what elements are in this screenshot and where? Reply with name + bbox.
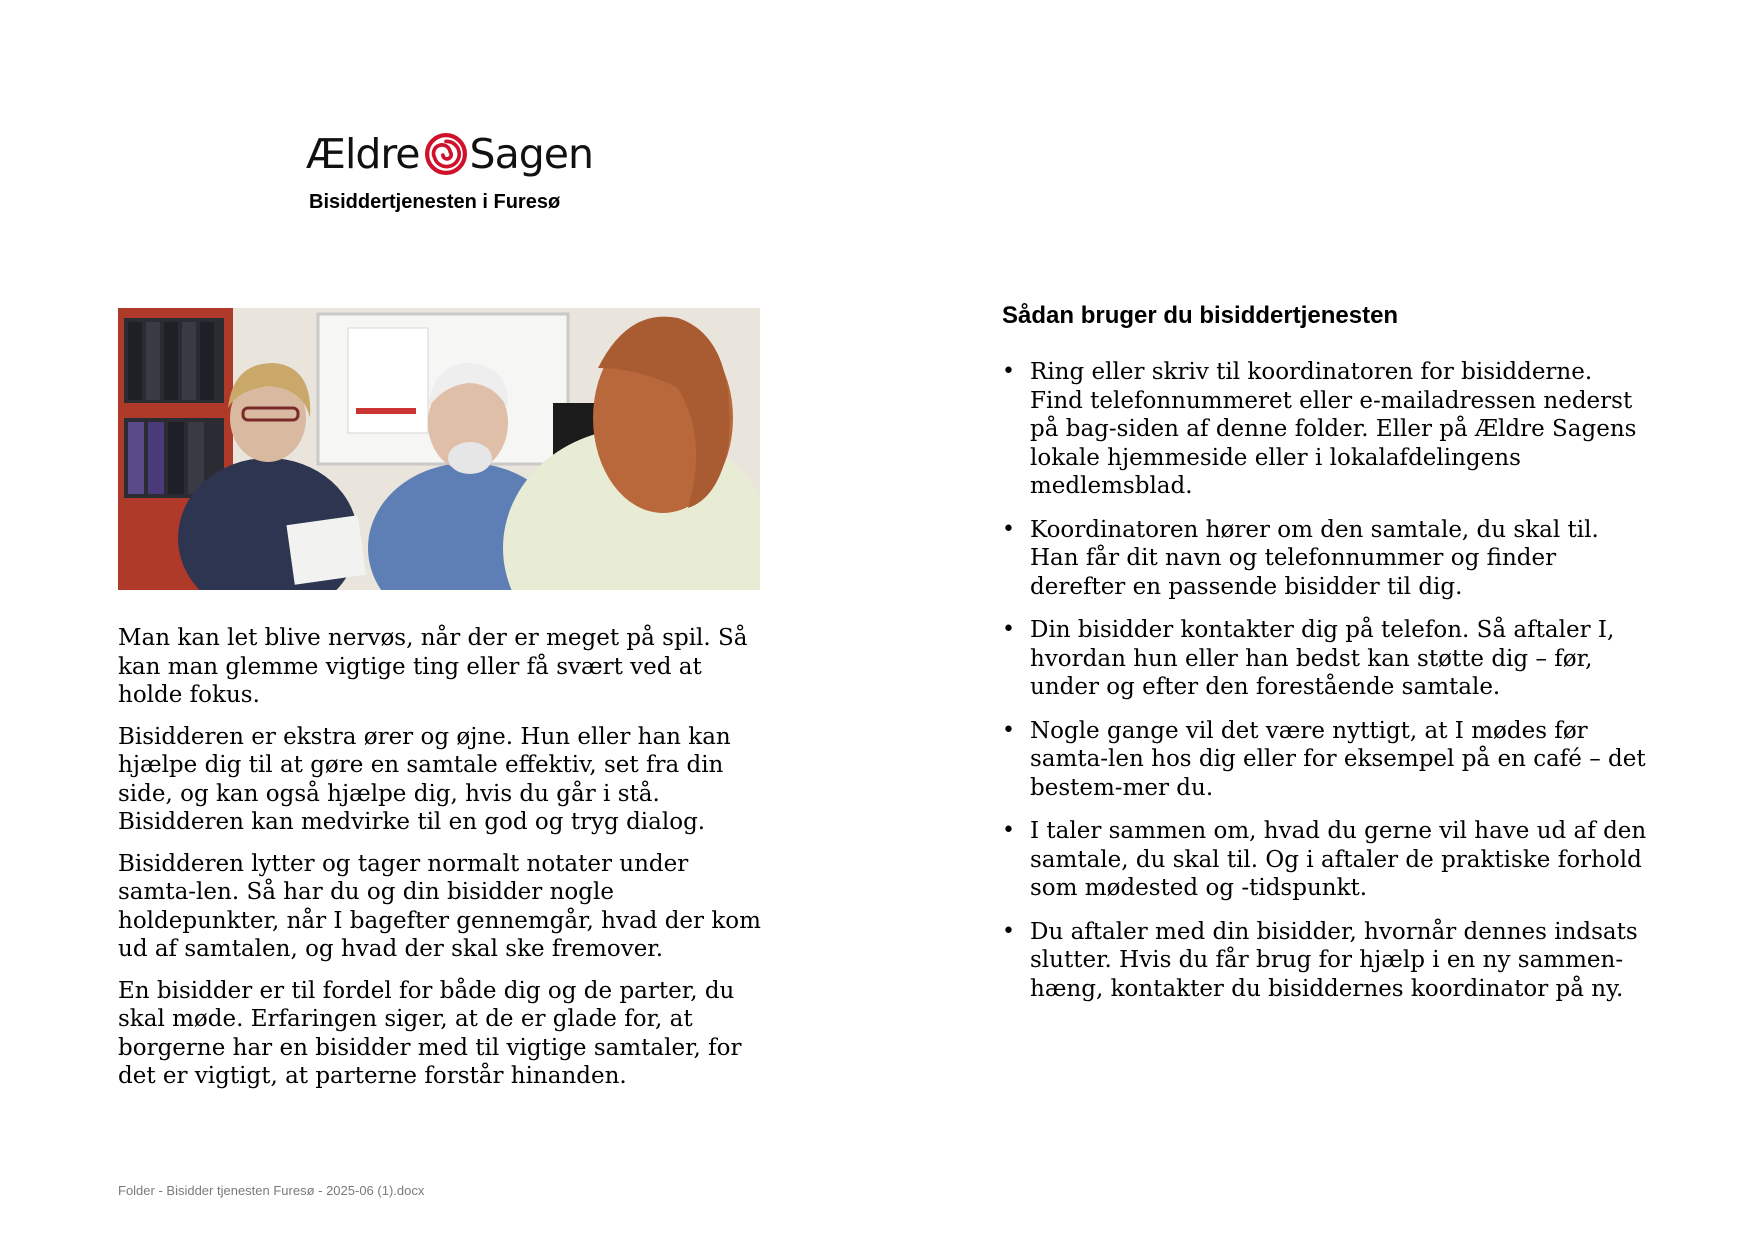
intro-paragraph: Bisidderen er ekstra ører og øjne. Hun eller han kan hjælpe dig til at gøre en samtale effektiv, set fra din side, og kan også hjælpe dig, hvis du går i stå. Bisidderen kan medvirke til en god og tryg dialog.: [118, 723, 731, 835]
list-item: [1002, 516, 1652, 602]
list-item-text: Din bisidder kontakter dig på telefon. Så aftaler I, hvordan hun eller han bedst kan støtte dig – før, under og efter den forestående samtale.: [1030, 617, 1615, 700]
bullet-icon: •: [1002, 818, 1015, 843]
list-item-text: Koordinatoren hører om den samtale, du skal til. Han får dit navn og telefonnummer og finder derefter en passende bisidder til dig.: [1030, 516, 1599, 600]
logo-text-aeldre: Ældre: [306, 130, 420, 178]
logo-text-sagen: Sagen: [469, 130, 593, 178]
steps-list: [1002, 358, 1652, 1018]
intro-paragraph: Man kan let blive nervøs, når der er meget på spil. Så kan man glemme vigtige ting eller få svært ved at holde fokus.: [118, 625, 748, 708]
list-item-text: Du aftaler med din bisidder, hvornår dennes indsats slutter. Hvis du får brug for hjælp i en ny sammen-hæng, kontakter du bisiddernes koordinator på ny.: [1030, 918, 1638, 1002]
intro-text: [118, 624, 768, 1104]
list-item: [1002, 918, 1652, 1004]
section-heading: Sådan bruger du bisiddertjenesten: [1002, 302, 1399, 329]
list-item-text: Ring eller skriv til koordinatoren for bisidderne. Find telefonnummeret eller e-mailadressen nederst på bag-siden af denne folder. Eller på Ældre Sagens lokale hjemmeside eller i lokalafdelingens medlemsblad.: [1030, 359, 1637, 499]
footer-filename: Folder - Bisidder tjenesten Furesø - 2025-06 (1).docx: [118, 1183, 425, 1198]
list-item-text: I taler sammen om, hvad du gerne vil have ud af den samtale, du skal til. Og i aftaler de praktiske forhold som mødested og -tidspunkt.: [1030, 818, 1647, 901]
intro-paragraph: Bisidderen lytter og tager normalt notater under samta-len. Så har du og din bisidder nogle holdepunkter, når I bagefter gennemgår, hvad der kom ud af samtalen, og hvad der skal ske fremover.: [118, 850, 761, 962]
list-item: [1002, 817, 1652, 903]
list-item-text: Nogle gange vil det være nyttigt, at I mødes før samta-len hos dig eller for eksempel på en café – det bestem-mer du.: [1030, 717, 1646, 801]
document-subtitle: Bisiddertjenesten i Furesø: [309, 191, 561, 213]
bullet-icon: •: [1002, 717, 1015, 743]
bullet-icon: •: [1002, 516, 1015, 542]
swirl-logo-icon: [425, 133, 467, 175]
bullet-icon: •: [1002, 918, 1015, 944]
list-item: [1002, 358, 1652, 501]
meeting-photo: [118, 308, 760, 590]
meeting-photo-illustration: [118, 308, 760, 590]
intro-paragraph: En bisidder er til fordel for både dig og de parter, du skal møde. Erfaringen siger, at de er glade for, at borgerne har en bisidder med til vigtige samtaler, for det er vigtigt, at parterne forstår hinanden.: [118, 977, 742, 1089]
list-item: [1002, 717, 1652, 803]
aeldre-sagen-logo: [306, 128, 593, 180]
list-item: [1002, 616, 1652, 702]
bullet-icon: •: [1002, 359, 1015, 384]
bullet-icon: •: [1002, 617, 1015, 642]
